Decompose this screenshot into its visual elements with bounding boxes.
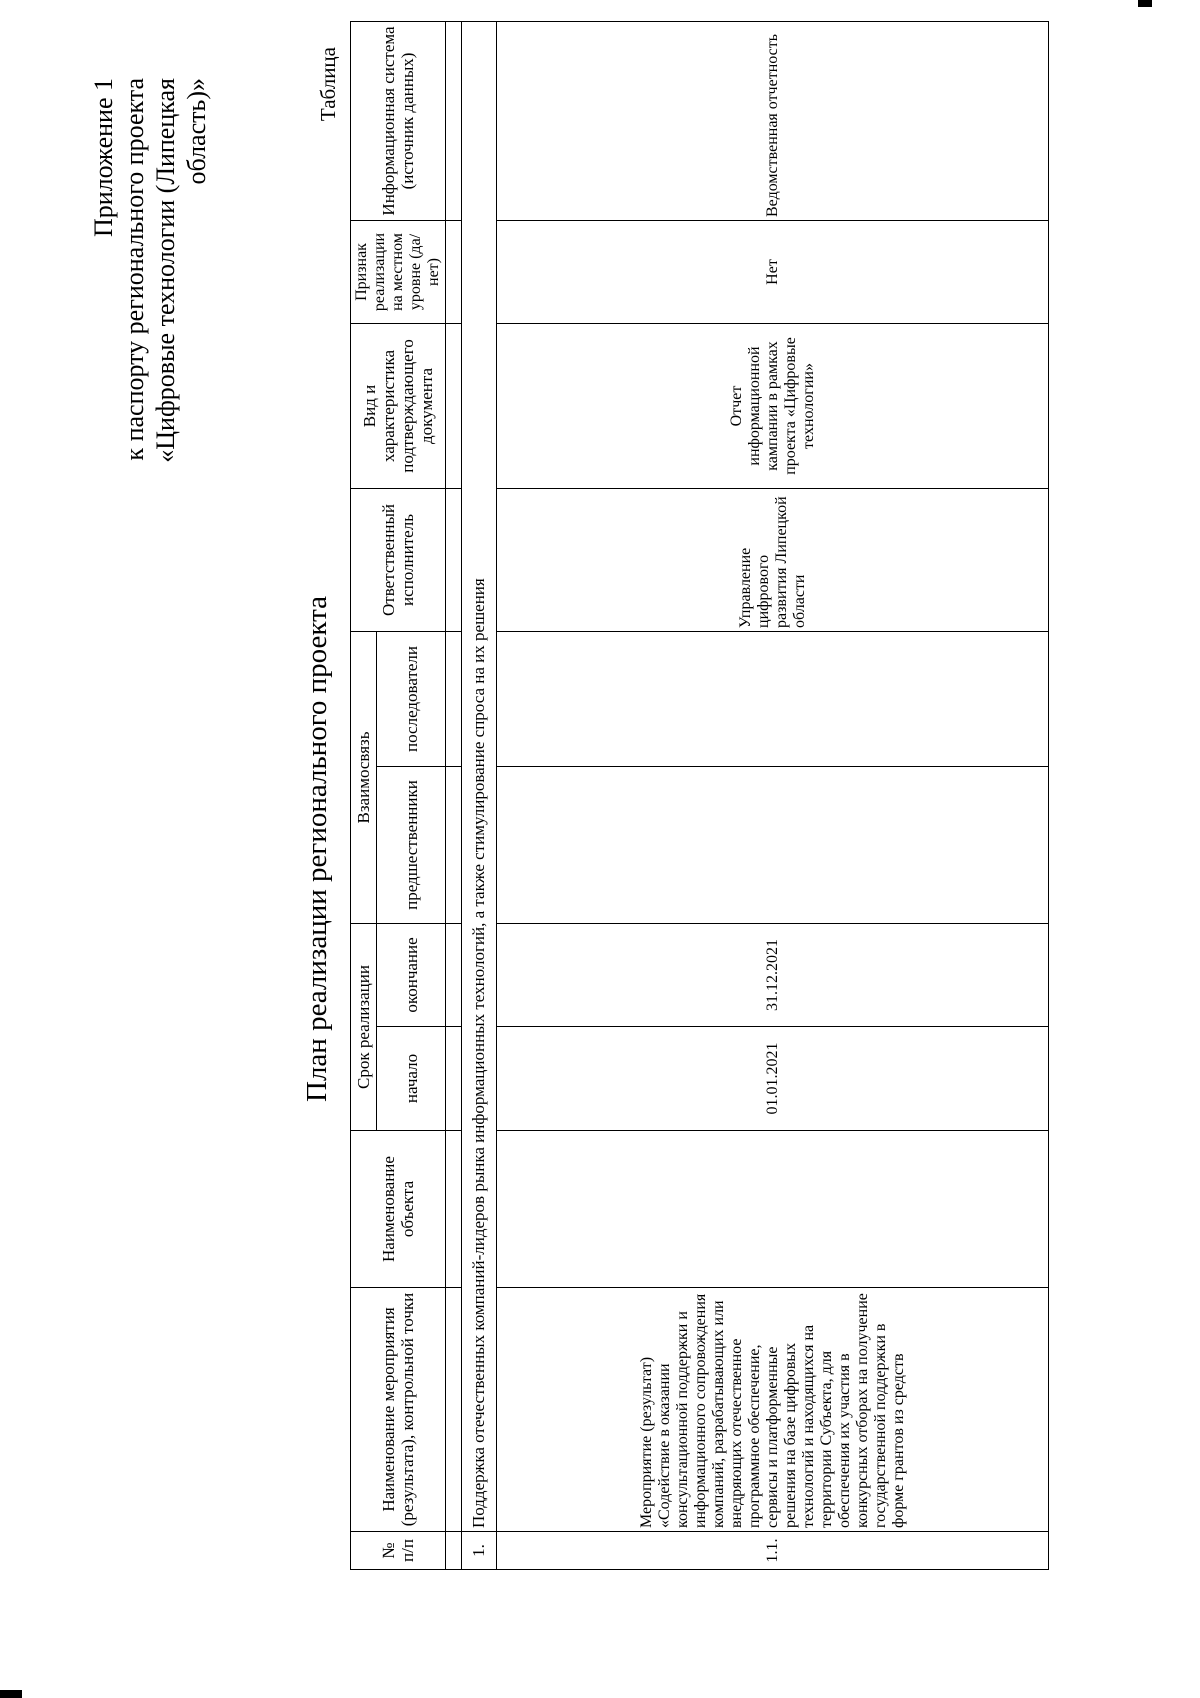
appendix-project-name: «Цифровые технологии (Липецкая область)» <box>151 78 211 463</box>
row-start-date: 01.01.2021 <box>497 1027 1049 1131</box>
table-label: Таблица <box>316 47 340 122</box>
row-object-name <box>497 1131 1049 1288</box>
section-num: 1. <box>462 1532 497 1570</box>
separator-row <box>446 21 462 1569</box>
row-info-system: Ведомственная отчетность <box>497 21 1049 220</box>
header-period-end: окончание <box>377 924 446 1027</box>
header-predecessors: предшественники <box>377 767 446 924</box>
appendix-header <box>88 78 212 548</box>
header-relation: Взаимосвязь <box>351 631 377 923</box>
section-title: Поддержка отечественных компаний-лидеров рынка информационных технологий, а также стимулирование спроса на их решения <box>462 21 497 1531</box>
header-info-system: Информационная система (источник данных) <box>351 21 446 220</box>
header-object-name: Наименование объекта <box>351 1131 446 1288</box>
row-end-date: 31.12.2021 <box>497 924 1049 1027</box>
row-num: 1.1. <box>497 1532 1049 1570</box>
header-period: Срок реализации <box>351 924 377 1131</box>
row-successors <box>497 631 1049 766</box>
header-event-name: Наименование мероприятия (результата), контрольной точки <box>351 1288 446 1532</box>
header-period-start: начало <box>377 1027 446 1131</box>
table-row <box>462 21 497 1569</box>
table-row <box>497 21 1049 1569</box>
row-responsible: Управление цифрового развития Липецкой области <box>497 488 1049 631</box>
header-successors: последователи <box>377 631 446 766</box>
row-local-level: Нет <box>497 220 1049 323</box>
page-title: План реализации регионального проекта <box>301 596 333 1102</box>
header-document: Вид и характеристика подтверждающего документа <box>351 323 446 488</box>
header-num: № п/п <box>351 1532 446 1570</box>
appendix-number: Приложение 1 <box>89 78 118 238</box>
implementation-plan-table <box>350 21 1049 1570</box>
appendix-passport-ref: к паспорту регионального проекта <box>120 78 149 461</box>
header-responsible: Ответственный исполнитель <box>351 488 446 631</box>
header-local-level: Признак реализации на местном уровне (да/нет) <box>351 220 446 323</box>
row-document: Отчет информационной кампании в рамках проекта «Цифровые технологии» <box>497 323 1049 488</box>
row-event-name: Мероприятие (результат) «Содействие в оказании консультационной поддержки и информационного сопровождения компаний, разрабатывающих или внедряющих отечественное программное обеспечение, сервисы и платформенные решения на базе цифровых технологий и находящихся на территории Субъекта, для обеспечения их участия в конкурсных отборах на получение государственной поддержки в форме грантов из средств <box>497 1288 1049 1532</box>
row-predecessors <box>497 767 1049 924</box>
